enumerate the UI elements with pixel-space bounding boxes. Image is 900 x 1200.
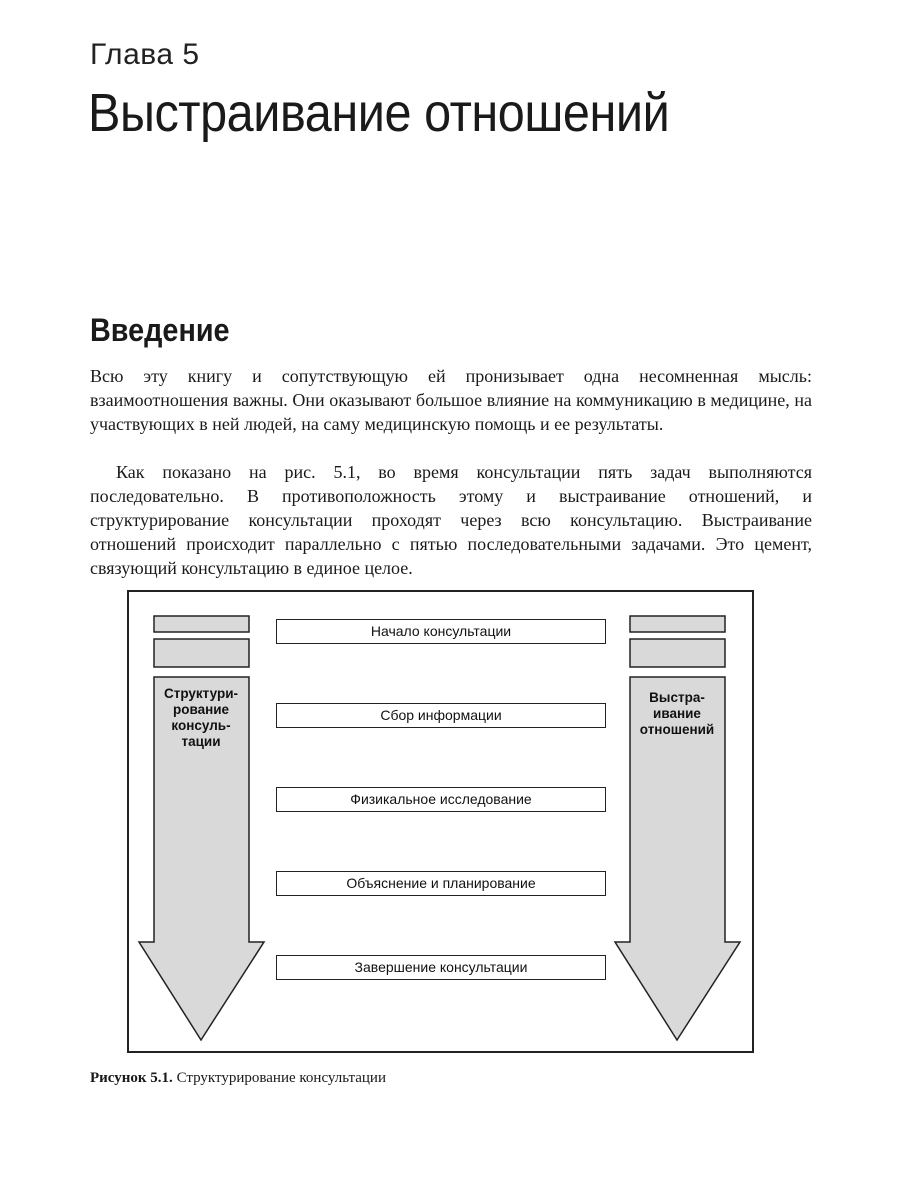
- chapter-label: Глава 5: [90, 38, 200, 71]
- left-arrow-top-bar-1: [154, 616, 249, 632]
- right-arrow-top-bar-2: [630, 639, 725, 667]
- paragraph-1: Всю эту книгу и сопутствующую ей пронизывает одна несомненная мысль: взаимоотношения важны. Они оказывают большое влияние на коммуникацию в медицине, на участвующих в ней людей, на саму медицинскую помощь и ее результаты.: [90, 366, 812, 434]
- diagram-arrows: [129, 592, 756, 1055]
- task-box-explanation-planning: Объяснение и планирование: [276, 871, 606, 896]
- section-title: Введение: [90, 312, 230, 348]
- right-arrow-top-bar-1: [630, 616, 725, 632]
- task-box-closing: Завершение консультации: [276, 955, 606, 980]
- figure-caption-label: Рисунок 5.1.: [90, 1070, 173, 1086]
- figure-caption: [90, 1070, 386, 1087]
- paragraph-2: Как показано на рис. 5.1, во время консультации пять задач выполняются последовательно. В противоположность этому и выстраивание отношений, и структурирование консультации проходят через всю консультацию. Выстраивание отношений происходит параллельно с пятью последовательными задачами. Это цемент, связующий консультацию в единое целое.: [90, 462, 812, 578]
- consultation-structure-diagram: [127, 590, 754, 1053]
- chapter-title: Выстраивание отношений: [88, 83, 670, 143]
- left-arrow-label: Структури- рование консуль- тации: [163, 686, 238, 749]
- task-box-physical-examination: Физикальное исследование: [276, 787, 606, 812]
- figure-caption-text: Структурирование консультации: [176, 1070, 386, 1086]
- task-box-opening: Начало консультации: [276, 619, 606, 644]
- left-arrow-top-bar-2: [154, 639, 249, 667]
- right-arrow-label: Выстра- ивание отношений: [639, 690, 715, 737]
- task-box-information-gathering: Сбор информации: [276, 703, 606, 728]
